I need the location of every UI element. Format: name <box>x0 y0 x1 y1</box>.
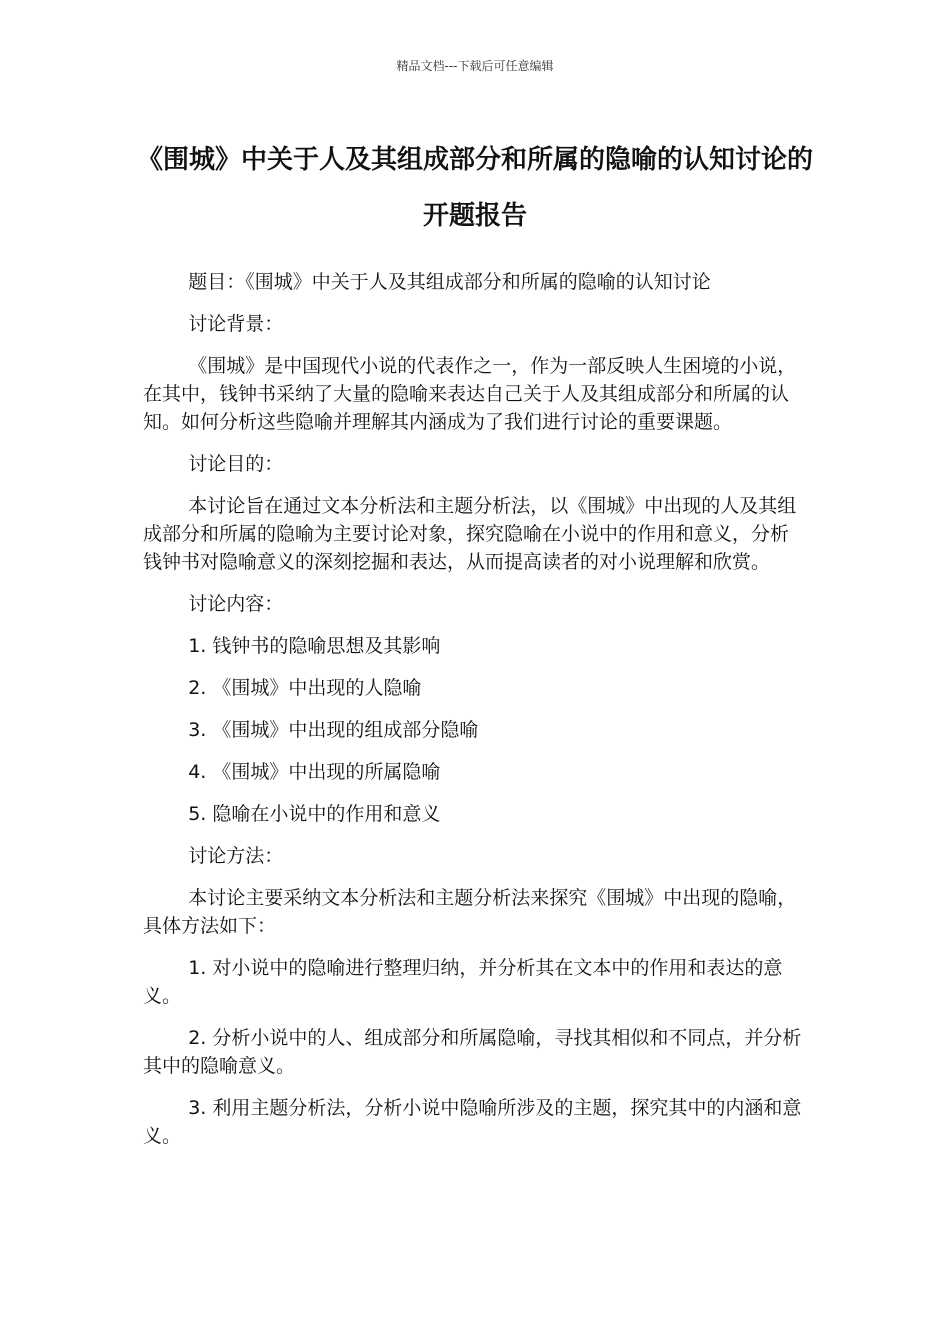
section-heading-background: 讨论背景： <box>188 313 284 335</box>
header-note: 精品文档---下载后可任意编辑 <box>396 59 554 73</box>
section-heading-method: 讨论方法： <box>188 845 284 867</box>
content-list-item: 3. 《围城》中出现的组成部分隐喻 <box>188 719 479 741</box>
topic-line: 题目：《围城》中关于人及其组成部分和所属的隐喻的认知讨论 <box>188 271 711 293</box>
method-list-item: 3. 利用主题分析法，分析小说中隐喻所涉及的主题，探究其中的内涵和意义。 <box>143 1097 802 1147</box>
section-heading-content: 讨论内容： <box>188 593 284 615</box>
method-list-item: 1. 对小说中的隐喻进行整理归纳，并分析其在文本中的作用和表达的意义。 <box>143 957 783 1007</box>
document-title: 《围城》中关于人及其组成部分和所属的隐喻的认知讨论的开题报告 <box>136 145 813 231</box>
content-list-item: 1. 钱钟书的隐喻思想及其影响 <box>188 635 441 657</box>
content-list-item: 4. 《围城》中出现的所属隐喻 <box>188 761 441 783</box>
method-list-item: 2. 分析小说中的人、组成部分和所属隐喻，寻找其相似和不同点，并分析其中的隐喻意义。 <box>143 1027 802 1077</box>
content-list-item: 2. 《围城》中出现的人隐喻 <box>188 677 422 699</box>
background-paragraph: 《围城》是中国现代小说的代表作之一，作为一部反映人生困境的小说，在其中，钱钟书采纳了大量的隐喻来表达自己关于人及其组成部分和所属的认知。如何分析这些隐喻并理解其内涵成为了我们进行讨论的重要课题。 <box>143 355 797 433</box>
method-paragraph: 本讨论主要采纳文本分析法和主题分析法来探究《围城》中出现的隐喻，具体方法如下： <box>143 887 797 937</box>
section-heading-purpose: 讨论目的： <box>188 453 284 475</box>
purpose-paragraph: 本讨论旨在通过文本分析法和主题分析法，以《围城》中出现的人及其组成部分和所属的隐喻为主要讨论对象，探究隐喻在小说中的作用和意义，分析钱钟书对隐喻意义的深刻挖掘和表达，从而提高读者的对小说理解和欣赏。 <box>143 495 797 573</box>
content-list-item: 5. 隐喻在小说中的作用和意义 <box>188 803 441 825</box>
document-body <box>143 268 805 1164</box>
